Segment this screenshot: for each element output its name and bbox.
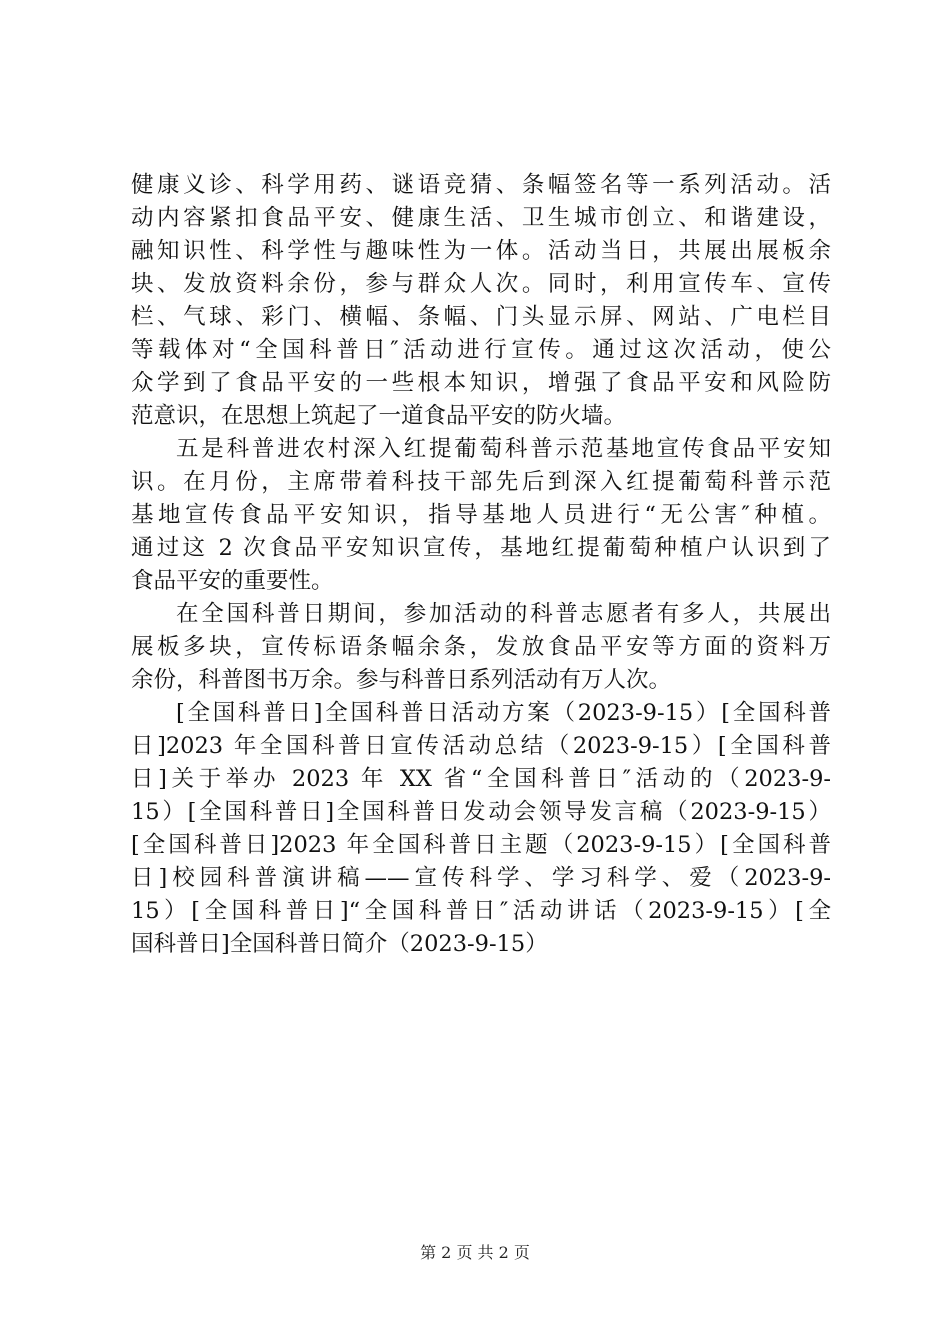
text-line: 15）[全国科普日]全国科普日发动会领导发言稿（2023-9-15） <box>131 799 831 825</box>
page-footer: 第 2 页 共 2 页 <box>420 1243 530 1262</box>
text-line: 基地宣传食品平安知识，指导基地人员进行“无公害″种植。 <box>131 502 831 528</box>
paragraph <box>131 169 831 433</box>
text-line: 日]关于举办 2023 年 XX 省“全国科普日″活动的（2023-9- <box>131 766 831 792</box>
text-line: 展板多块，宣传标语条幅余条，发放食品平安等方面的资料万 <box>131 634 831 660</box>
text-line: 健康义诊、科学用药、谜语竞猜、条幅签名等一系列活动。活 <box>131 172 831 198</box>
text-line: 融知识性、科学性与趣味性为一体。活动当日，共展出展板余 <box>131 238 831 264</box>
text-line: 国科普日]全国科普日简介（2023-9-15） <box>131 931 548 957</box>
text-line: 众学到了食品平安的一些根本知识，增强了食品平安和风险防 <box>131 370 831 396</box>
text-line: 动内容紧扣食品平安、健康生活、卫生城市创立、和谐建设， <box>131 205 831 231</box>
text-line: 食品平安的重要性。 <box>131 568 334 594</box>
document-body <box>131 169 831 961</box>
text-line: 余份，科普图书万余。参与科普日系列活动有万人次。 <box>131 667 672 693</box>
text-line: 15）[全国科普日]“全国科普日″活动讲话（2023-9-15）[全 <box>131 898 831 924</box>
paragraph <box>131 697 831 961</box>
text-line: 通过这 2 次食品平安知识宣传，基地红提葡萄种植户认识到了 <box>131 535 831 561</box>
text-line: 等载体对“全国科普日″活动进行宣传。通过这次活动，使公 <box>131 337 831 363</box>
text-line: 栏、气球、彩门、横幅、条幅、门头显示屏、网站、广电栏目 <box>131 304 831 330</box>
text-line: 日]校园科普演讲稿——宣传科学、学习科学、爱（2023-9- <box>131 865 831 891</box>
text-line: [全国科普日]2023 年全国科普日主题（2023-9-15）[全国科普 <box>131 832 831 858</box>
paragraph <box>131 598 831 697</box>
text-line: 识。在月份，主席带着科技干部先后到深入红提葡萄科普示范 <box>131 469 831 495</box>
text-line: 日]2023 年全国科普日宣传活动总结（2023-9-15）[全国科普 <box>131 733 831 759</box>
text-line: 块、发放资料余份，参与群众人次。同时，利用宣传车、宣传 <box>131 271 831 297</box>
text-line: 五是科普进农村深入红提葡萄科普示范基地宣传食品平安知 <box>176 436 831 462</box>
text-line: 范意识，在思想上筑起了一道食品平安的防火墙。 <box>131 403 627 429</box>
paragraph <box>131 433 831 598</box>
text-line: [全国科普日]全国科普日活动方案（2023-9-15）[全国科普 <box>176 700 831 726</box>
text-line: 在全国科普日期间，参加活动的科普志愿者有多人，共展出 <box>176 601 831 627</box>
